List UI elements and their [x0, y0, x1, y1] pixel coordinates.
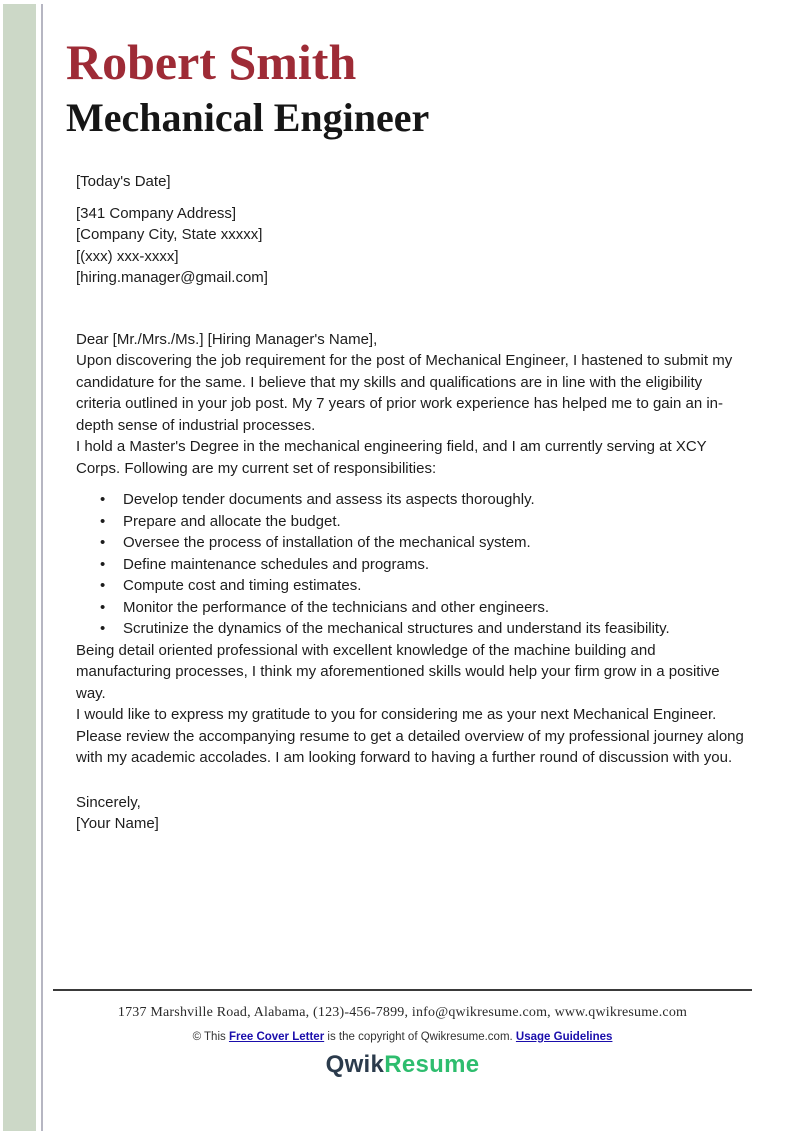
address-line: [Company City, State xxxxx]: [76, 226, 263, 243]
footer-divider: [53, 989, 752, 991]
candidate-role: Mechanical Engineer: [66, 95, 430, 140]
address-line: [(xxx) xxx-xxxx]: [76, 247, 179, 265]
address-line: [hiring.manager@gmail.com]: [76, 269, 268, 286]
signoff-text: Sincerely,: [76, 793, 141, 811]
list-item: • Compute cost and timing estimates.: [123, 575, 756, 597]
paragraph-experience: I hold a Master's Degree in the mechanical engineering field, and I am currently serving at XCY Corps. Following are my current set of responsibilities:: [76, 438, 707, 477]
date-placeholder: [Today's Date]: [76, 173, 171, 190]
paragraph-skills: Being detail oriented professional with excellent knowledge of the machine building and manufacturing processes, I think my aforementioned skills would help your firm grow in a positive way.: [76, 641, 720, 702]
qwikresume-logo: [53, 1051, 752, 1079]
list-item: • Develop tender documents and assess its aspects thoroughly.: [123, 489, 756, 511]
left-divider-line: [41, 4, 43, 1131]
company-address-block: [76, 203, 756, 289]
list-item: • Define maintenance schedules and programs.: [123, 554, 756, 576]
list-item: • Oversee the process of installation of the mechanical system.: [123, 532, 756, 554]
responsibilities-list: [76, 489, 756, 640]
address-line: [341 Company Address]: [76, 204, 237, 222]
list-item: • Scrutinize the dynamics of the mechanical structures and understand its feasibility.: [123, 618, 756, 640]
list-item: • Prepare and allocate the budget.: [123, 511, 756, 533]
footer-contact-line: 1737 Marshville Road, Alabama, (123)-456-7899, info@qwikresume.com, www.qwikresume.com: [117, 1005, 688, 1020]
list-item: • Monitor the performance of the technicians and other engineers.: [123, 597, 756, 619]
candidate-name: Robert Smith: [66, 34, 357, 90]
signature-placeholder: [Your Name]: [76, 815, 159, 832]
page-footer: [53, 989, 752, 1079]
letter-page: [66, 0, 756, 835]
copyright-prefix: © This: [192, 1031, 229, 1043]
signoff-block: [76, 792, 756, 835]
logo-resume-text: Resume: [384, 1051, 480, 1078]
free-cover-letter-link[interactable]: Free Cover Letter: [228, 1031, 325, 1043]
usage-guidelines-link[interactable]: Usage Guidelines: [515, 1031, 613, 1043]
footer-copyright-line: [53, 1031, 752, 1043]
logo-qwik-text: Qwik: [325, 1051, 385, 1078]
paragraph-gratitude: I would like to express my gratitude to you for considering me as your next Mechanical Engineer. Please review the accompanying resume to get a detailed overview of my professional journey along with my academic accolades. I am looking forward to having a further round of discussion with you.: [76, 706, 744, 766]
left-accent-strip: [3, 4, 36, 1131]
paragraph-intro: Upon discovering the job requirement for the post of Mechanical Engineer, I hastened to submit my candidature for the same. I believe that my skills and qualifications are in line with the eligibility criteria outlined in your job post. My 7 years of prior work experience has helped me to gain an in-depth sense of industrial processes.: [76, 352, 733, 434]
copyright-middle: is the copyright of Qwikresume.com.: [324, 1031, 516, 1043]
salutation: Dear [Mr./Mrs./Ms.] [Hiring Manager's Name],: [76, 330, 378, 348]
